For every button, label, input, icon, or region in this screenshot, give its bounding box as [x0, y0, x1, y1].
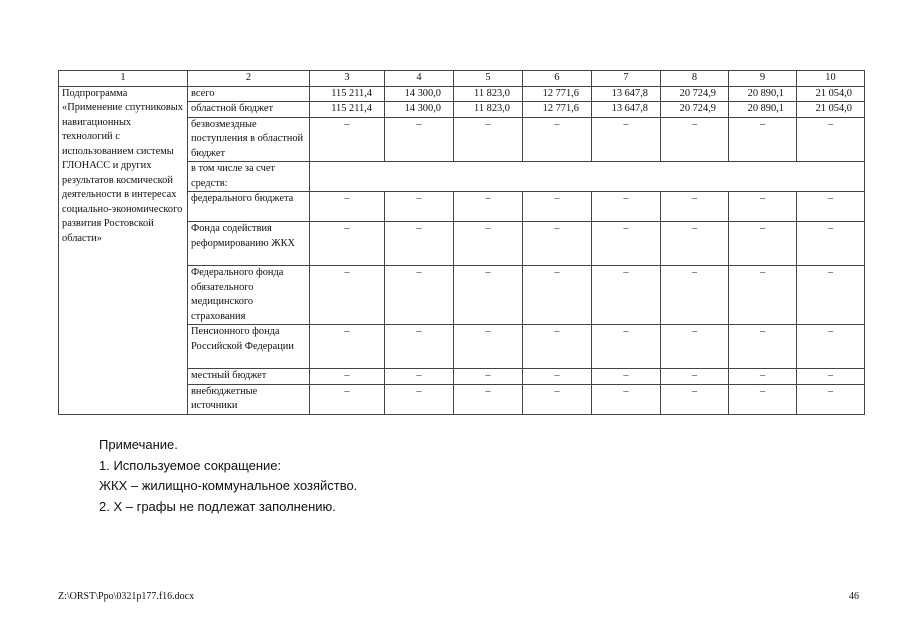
- merged-empty-cell: [310, 162, 865, 192]
- table-cell: –: [729, 117, 797, 162]
- note-title: Примечание.: [99, 437, 178, 452]
- column-header: 6: [523, 71, 592, 87]
- table-cell: –: [523, 325, 592, 369]
- table-cell: –: [523, 192, 592, 222]
- row-label: всего: [188, 86, 310, 102]
- table-cell: –: [310, 117, 385, 162]
- table-cell: –: [310, 369, 385, 385]
- table-cell: –: [592, 222, 661, 266]
- table-cell: –: [523, 369, 592, 385]
- row-label: Пенсионного фонда Российской Федерации: [188, 325, 310, 369]
- table-cell: –: [310, 222, 385, 266]
- table-cell: –: [797, 222, 865, 266]
- table-cell: –: [385, 369, 454, 385]
- table-cell: –: [729, 222, 797, 266]
- table-cell: –: [523, 117, 592, 162]
- table-cell: –: [385, 192, 454, 222]
- table-cell: 12 771,6: [523, 102, 592, 118]
- note-line: ЖКХ – жилищно-коммунальное хозяйство.: [99, 478, 358, 493]
- table-cell: –: [454, 325, 523, 369]
- table-row: [59, 86, 865, 102]
- table-cell: –: [797, 369, 865, 385]
- table-cell: 11 823,0: [454, 102, 523, 118]
- row-label: федерального бюджета: [188, 192, 310, 222]
- row-label: внебюджетные источники: [188, 384, 310, 414]
- table-cell: –: [661, 117, 729, 162]
- row-label: в том числе за счет средств:: [188, 162, 310, 192]
- table-cell: –: [310, 266, 385, 325]
- table-cell: –: [797, 192, 865, 222]
- table-cell: 115 211,4: [310, 86, 385, 102]
- table-cell: 14 300,0: [385, 86, 454, 102]
- table-cell: –: [385, 384, 454, 414]
- table-cell: 12 771,6: [523, 86, 592, 102]
- table-cell: 21 054,0: [797, 86, 865, 102]
- column-header: 9: [729, 71, 797, 87]
- table-cell: –: [729, 384, 797, 414]
- table-cell: –: [592, 192, 661, 222]
- table-cell: –: [385, 325, 454, 369]
- table-cell: –: [729, 266, 797, 325]
- table-cell: –: [454, 266, 523, 325]
- table-cell: 21 054,0: [797, 102, 865, 118]
- table-cell: –: [797, 325, 865, 369]
- table-cell: –: [310, 384, 385, 414]
- table-cell: –: [523, 384, 592, 414]
- table-cell: –: [661, 222, 729, 266]
- table-cell: –: [661, 192, 729, 222]
- table-cell: –: [729, 192, 797, 222]
- row-label: безвозмездные поступления в областной бюджет: [188, 117, 310, 162]
- table-cell: 13 647,8: [592, 86, 661, 102]
- table-cell: –: [729, 369, 797, 385]
- page-number: 46: [849, 591, 859, 602]
- table-cell: –: [592, 325, 661, 369]
- table-cell: –: [310, 325, 385, 369]
- table-cell: –: [385, 266, 454, 325]
- table-cell: –: [523, 266, 592, 325]
- table-cell: –: [523, 222, 592, 266]
- column-header: 7: [592, 71, 661, 87]
- table-cell: –: [661, 266, 729, 325]
- table-cell: –: [454, 369, 523, 385]
- table-cell: –: [592, 369, 661, 385]
- table-cell: –: [454, 117, 523, 162]
- column-header: 3: [310, 71, 385, 87]
- table-cell: –: [661, 369, 729, 385]
- table-cell: –: [592, 384, 661, 414]
- table-cell: –: [797, 384, 865, 414]
- table-cell: 20 890,1: [729, 86, 797, 102]
- note-line: 2. Х – графы не подлежат заполнению.: [99, 498, 336, 514]
- table-cell: –: [661, 325, 729, 369]
- note-line: 1. Используемое сокращение:: [99, 457, 282, 473]
- note-block: [99, 435, 357, 517]
- table-cell: 115 211,4: [310, 102, 385, 118]
- table-cell: –: [797, 266, 865, 325]
- table-cell: –: [454, 384, 523, 414]
- finance-table: [58, 70, 865, 415]
- table-cell: 11 823,0: [454, 86, 523, 102]
- column-header: 5: [454, 71, 523, 87]
- column-header: 4: [385, 71, 454, 87]
- table-cell: 20 724,9: [661, 86, 729, 102]
- table-cell: –: [385, 117, 454, 162]
- table-cell: –: [661, 384, 729, 414]
- table-cell: –: [454, 222, 523, 266]
- row-label: Федерального фонда обязательного медицинского страхования: [188, 266, 310, 325]
- table-cell: –: [729, 325, 797, 369]
- row-label: областной бюджет: [188, 102, 310, 118]
- table-cell: –: [454, 192, 523, 222]
- file-path: Z:\ORST\Ppo\0321p177.f16.docx: [58, 591, 195, 602]
- table-cell: 20 890,1: [729, 102, 797, 118]
- table-cell: 20 724,9: [661, 102, 729, 118]
- table-cell: –: [797, 117, 865, 162]
- program-name-cell: Подпрограмма «Применение спутниковых навигационных технологий с использованием системы ГЛОНАСС и других результатов космической деятельности в интересах социально-экономического развития Ростовской области»: [59, 86, 188, 414]
- column-header: 1: [59, 71, 188, 87]
- column-header: 10: [797, 71, 865, 87]
- table-cell: –: [310, 192, 385, 222]
- column-header: 8: [661, 71, 729, 87]
- row-label: Фонда содействия реформированию ЖКХ: [188, 222, 310, 266]
- column-header: 2: [188, 71, 310, 87]
- table-cell: –: [592, 117, 661, 162]
- table-cell: –: [385, 222, 454, 266]
- table-cell: –: [592, 266, 661, 325]
- row-label: местный бюджет: [188, 369, 310, 385]
- table-header-row: [59, 71, 865, 87]
- table-cell: 14 300,0: [385, 102, 454, 118]
- table-cell: 13 647,8: [592, 102, 661, 118]
